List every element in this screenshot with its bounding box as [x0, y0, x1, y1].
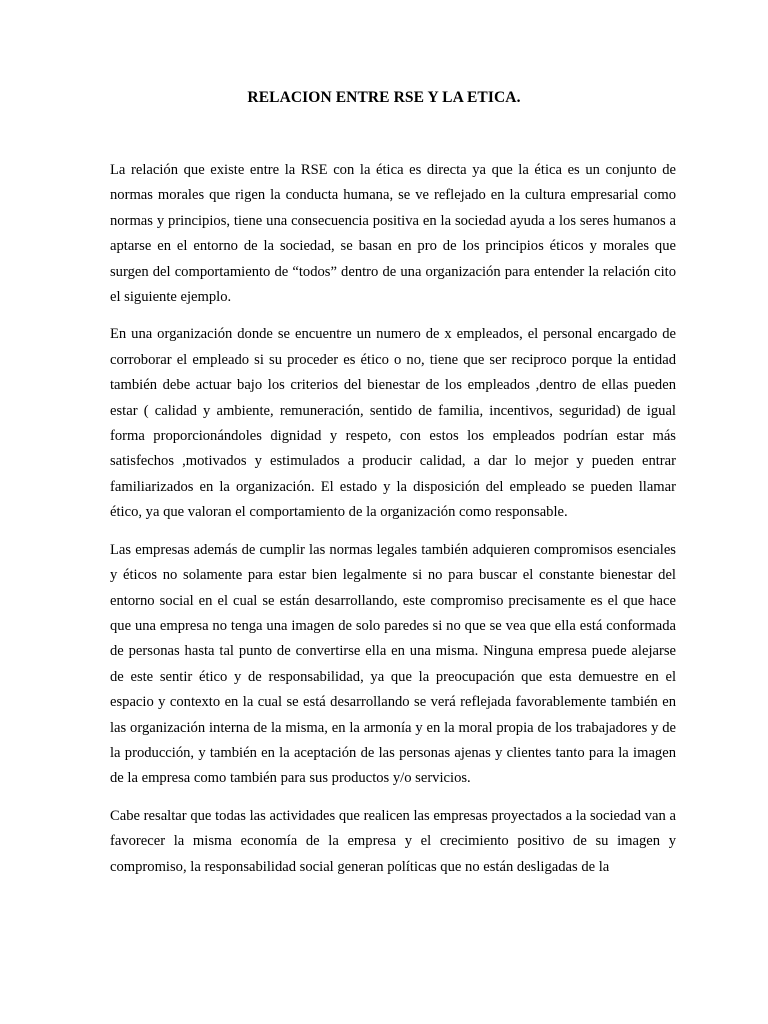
paragraph-4: Cabe resaltar que todas las actividades que realicen las empresas proyectados a la sociedad van a favorecer la misma economía de la empresa y el crecimiento positivo de su imagen y compromiso, la responsabilidad social generan políticas que no están desligadas de la: [110, 807, 676, 875]
document-title: RELACION ENTRE RSE Y LA ETICA.: [247, 89, 521, 106]
paragraph-3: Las empresas además de cumplir las normas legales también adquieren compromisos esenciales y éticos no solamente para estar bien legalmente si no para buscar el constante bienestar del entorno social en el cual se están desarrollando, este compromiso precisamente es el que hace que una empresa no tenga una imagen de solo paredes si no que se vea que ella está conformada de personas hasta tal punto de convertirse ella en una misma. Ninguna empresa puede alejarse de este sentir ético y de responsabilidad, ya que la preocupación que esta demuestre en el espacio y contexto en la cual se está desarrollando se verá reflejada favorablemente también en las organización interna de la misma, en la armonía y en la moral propia de los trabajadores y de la producción, y también en la aceptación de las personas ajenas y clientes tanto para la imagen de la empresa como también para sus productos y/o servicios.: [110, 541, 676, 787]
document-body: [110, 158, 676, 892]
paragraph-1: La relación que existe entre la RSE con la ética es directa ya que la ética es un conjunto de normas morales que rigen la conducta humana, se ve reflejado en la cultura empresarial como normas y principios, tiene una consecuencia positiva en la sociedad ayuda a los seres humanos a aptarse en el entorno de la sociedad, se basan en pro de los principios éticos y morales que surgen del comportamiento de “todos” dentro de una organización para entender la relación cito el siguiente ejemplo.: [110, 162, 676, 306]
paragraph-2: En una organización donde se encuentre un numero de x empleados, el personal encargado de corroborar el empleado si su proceder es ético o no, tiene que ser reciproco porque la entidad también debe actuar bajo los criterios del bienestar de los empleados ,dentro de ellas pueden estar ( calidad y ambiente, remuneración, sentido de familia, incentivos, seguridad) de igual forma proporcionándoles dignidad y respeto, con estos los empleados podrían estar más satisfechos ,motivados y estimulados a producir calidad, a dar lo mejor y pueden entrar familiarizados en la organización. El estado y la disposición del empleado se pueden llamar ético, ya que valoran el comportamiento de la organización como responsable.: [110, 326, 676, 521]
